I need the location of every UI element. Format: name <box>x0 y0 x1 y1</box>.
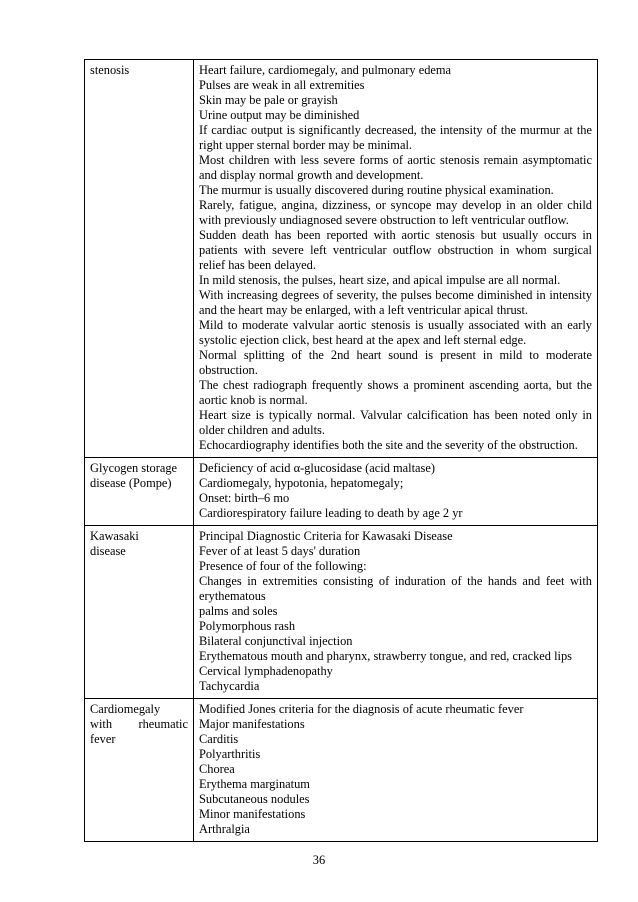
content-line: Skin may be pale or grayish <box>199 93 338 107</box>
content-line: Subcutaneous nodules <box>199 792 310 806</box>
table-row <box>85 60 598 458</box>
table-row <box>85 526 598 699</box>
content-line: Principal Diagnostic Criteria for Kawasaki Disease <box>199 529 453 543</box>
content-line: Modified Jones criteria for the diagnosis of acute rheumatic fever <box>199 702 524 716</box>
content-line: Polymorphous rash <box>199 619 296 633</box>
content-line: Changes in extremities consisting of induration of the hands and feet with erythematous <box>199 574 592 603</box>
row-content-cell <box>194 60 598 458</box>
content-line: Major manifestations <box>199 717 305 731</box>
content-line: Sudden death has been reported with aortic stenosis but usually occurs in patients with severe left ventricular outflow obstruction in whom surgical relief has been delayed. <box>199 228 592 272</box>
content-line: Minor manifestations <box>199 807 306 821</box>
row-label-line: Cardiomegaly <box>90 702 161 716</box>
content-line: Erythematous mouth and pharynx, strawberry tongue, and red, cracked lips <box>199 649 572 663</box>
page-number: 36 <box>312 853 326 867</box>
content-line: Echocardiography identifies both the site and the severity of the obstruction. <box>199 438 578 452</box>
content-line: palms and soles <box>199 604 278 618</box>
row-label-line: stenosis <box>90 63 130 77</box>
row-label-line: disease <box>90 544 126 558</box>
content-line: Urine output may be diminished <box>199 108 360 122</box>
row-content-cell <box>194 699 598 842</box>
content-line: Heart size is typically normal. Valvular calcification has been noted only in older children and adults. <box>199 408 592 437</box>
content-line: Cardiomegaly, hypotonia, hepatomegaly; <box>199 476 404 490</box>
content-line: If cardiac output is significantly decreased, the intensity of the murmur at the right upper sternal border may be minimal. <box>199 123 592 152</box>
content-line: Rarely, fatigue, angina, dizziness, or syncope may develop in an older child with previously undiagnosed severe obstruction to left ventricular outflow. <box>199 198 592 227</box>
content-line: In mild stenosis, the pulses, heart size, and apical impulse are all normal. <box>199 273 561 287</box>
content-line: Cervical lymphadenopathy <box>199 664 333 678</box>
content-line: Pulses are weak in all extremities <box>199 78 365 92</box>
content-line: Onset: birth–6 mo <box>199 491 290 505</box>
content-line: Mild to moderate valvular aortic stenosis is usually associated with an early systolic ejection click, best heard at the apex and left sternal edge. <box>199 318 592 347</box>
row-content-cell <box>194 526 598 699</box>
row-label-line: disease (Pompe) <box>90 476 172 490</box>
row-label-line: with rheumatic <box>90 717 188 731</box>
content-line: Tachycardia <box>199 679 260 693</box>
content-line: Deficiency of acid α-glucosidase (acid maltase) <box>199 461 435 475</box>
row-label-cell <box>85 458 194 526</box>
content-line: Erythema marginatum <box>199 777 310 791</box>
content-line: Most children with less severe forms of aortic stenosis remain asymptomatic and display normal growth and development. <box>199 153 592 182</box>
row-label-cell <box>85 60 194 458</box>
row-label-line: Glycogen storage <box>90 461 178 475</box>
row-label-line: fever <box>90 732 116 746</box>
content-line: Chorea <box>199 762 235 776</box>
row-label-cell <box>85 699 194 842</box>
content-line: Carditis <box>199 732 239 746</box>
criteria-table <box>84 59 598 842</box>
content-line: Normal splitting of the 2nd heart sound is present in mild to moderate obstruction. <box>199 348 592 377</box>
table-row <box>85 458 598 526</box>
row-label-line: Kawasaki <box>90 529 139 543</box>
content-line: With increasing degrees of severity, the pulses become diminished in intensity and the heart may be enlarged, with a left ventricular apical thrust. <box>199 288 592 317</box>
content-line: Bilateral conjunctival injection <box>199 634 353 648</box>
row-content-cell <box>194 458 598 526</box>
content-line: Arthralgia <box>199 822 250 836</box>
content-line: The murmur is usually discovered during routine physical examination. <box>199 183 554 197</box>
content-line: Polyarthritis <box>199 747 261 761</box>
content-line: Cardiorespiratory failure leading to death by age 2 yr <box>199 506 463 520</box>
content-line: Presence of four of the following: <box>199 559 367 573</box>
row-label-cell <box>85 526 194 699</box>
content-line: Fever of at least 5 days' duration <box>199 544 361 558</box>
content-line: The chest radiograph frequently shows a prominent ascending aorta, but the aortic knob is normal. <box>199 378 592 407</box>
table-row <box>85 699 598 842</box>
content-line: Heart failure, cardiomegaly, and pulmonary edema <box>199 63 452 77</box>
